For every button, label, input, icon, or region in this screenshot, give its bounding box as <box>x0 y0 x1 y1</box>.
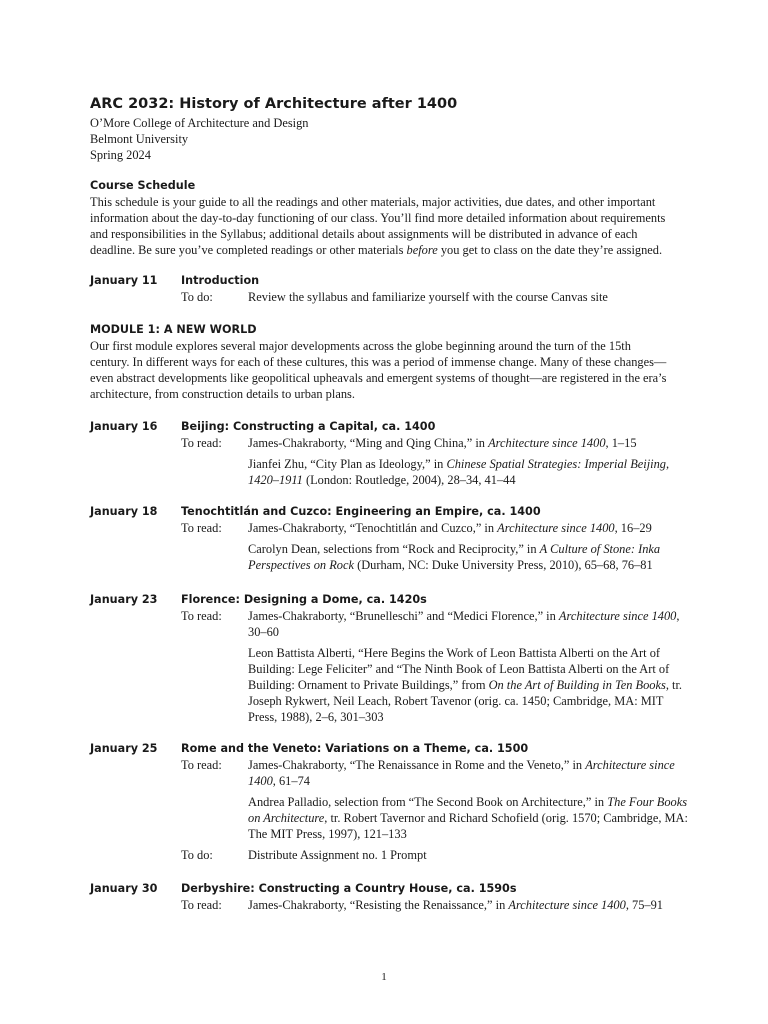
entry-title: Derbyshire: Constructing a Country House, ca. 1590s <box>181 882 517 895</box>
reading-item: James-Chakraborty, “Resisting the Renaissance,” in Architecture since 1400, 75–91 <box>248 898 663 912</box>
schedule-intro: This schedule is your guide to all the readings and other materials, major activities, due dates, and other important information about the day-to-day functioning of our class. You’ll find more detailed information about requirements and responsibilities in the Syllabus; additional details about assignments will be distributed in advance of each deadline. Be sure you’ve completed readings or other materials before you get to class on the date they’re assigned. <box>90 195 666 257</box>
entry-date: January 18 <box>90 505 158 518</box>
todo-label: To do: <box>181 848 213 862</box>
university-line: Belmont University <box>90 132 189 146</box>
module-description: Our first module explores several major developments across the globe beginning around the turn of the 15th century. In different ways for each of these cultures, this was a period of immense change. Many of these changes— even abstract developments like geopolitical upheavals and emergent systems of thought—are registered in the era’s architecture, from construction details to urban plans. <box>90 339 667 401</box>
module-heading: MODULE 1: A NEW WORLD <box>90 323 257 336</box>
entry-title: Tenochtitlán and Cuzco: Engineering an Empire, ca. 1400 <box>181 505 541 518</box>
entry-title: Beijing: Constructing a Capital, ca. 1400 <box>181 420 436 433</box>
entry-date: January 16 <box>90 420 158 433</box>
entry-date: January 11 <box>90 274 158 287</box>
term-line: Spring 2024 <box>90 148 151 162</box>
todo-item: Review the syllabus and familiarize yourself with the course Canvas site <box>248 290 608 304</box>
reading-item: Jianfei Zhu, “City Plan as Ideology,” in Chinese Spatial Strategies: Imperial Beijing, 1420–1911 (London: Routledge, 2004), 28–34, 41–44 <box>248 457 670 487</box>
to-read-label: To read: <box>181 898 222 912</box>
reading-item: James-Chakraborty, “Tenochtitlán and Cuzco,” in Architecture since 1400, 16–29 <box>248 521 652 535</box>
course-subtitle <box>90 115 309 163</box>
todo-item: Distribute Assignment no. 1 Prompt <box>248 848 427 862</box>
entry-date: January 30 <box>90 882 158 895</box>
schedule-heading: Course Schedule <box>90 179 196 192</box>
course-title: ARC 2032: History of Architecture after 1400 <box>90 96 458 112</box>
entry-date: January 23 <box>90 593 158 606</box>
entry-date: January 25 <box>90 742 158 755</box>
college-line: O’More College of Architecture and Design <box>90 116 309 130</box>
reading-item: James-Chakraborty, “Ming and Qing China,” in Architecture since 1400, 1–15 <box>248 436 637 450</box>
to-read-label: To read: <box>181 609 222 623</box>
todo-label: To do: <box>181 290 213 304</box>
reading-item: Andrea Palladio, selection from “The Second Book on Architecture,” in The Four Books on Architecture, tr. Robert Tavernor and Richard Schofield (orig. 1570; Cambridge, MA: The MIT Press, 1997), 121–133 <box>248 795 688 841</box>
page-number: 1 <box>381 971 387 983</box>
reading-item: James-Chakraborty, “Brunelleschi” and “Medici Florence,” in Architecture since 1400, 30–60 <box>248 609 680 639</box>
to-read-label: To read: <box>181 758 222 772</box>
to-read-label: To read: <box>181 436 222 450</box>
entry-title: Introduction <box>181 274 260 287</box>
to-read-label: To read: <box>181 521 222 535</box>
entry-title: Florence: Designing a Dome, ca. 1420s <box>181 593 427 606</box>
reading-item: James-Chakraborty, “The Renaissance in Rome and the Veneto,” in Architecture since 1400, 61–74 <box>248 758 675 788</box>
entry-title: Rome and the Veneto: Variations on a Theme, ca. 1500 <box>181 742 529 755</box>
reading-item: Leon Battista Alberti, “Here Begins the Work of Leon Battista Alberti on the Art of Building: Lege Feliciter” and “The Ninth Book of Leon Battista Alberti on the Art of Building: Ornament to Private Buildings,” from On the Art of Building in Ten Books, tr. Joseph Rykwert, Neil Leach, Robert Tavenor (orig. ca. 1450; Cambridge, MA: MIT Press, 1988), 2–6, 301–303 <box>248 646 683 724</box>
reading-item: Carolyn Dean, selections from “Rock and Reciprocity,” in A Culture of Stone: Inka Perspectives on Rock (Durham, NC: Duke University Press, 2010), 65–68, 76–81 <box>248 542 661 572</box>
